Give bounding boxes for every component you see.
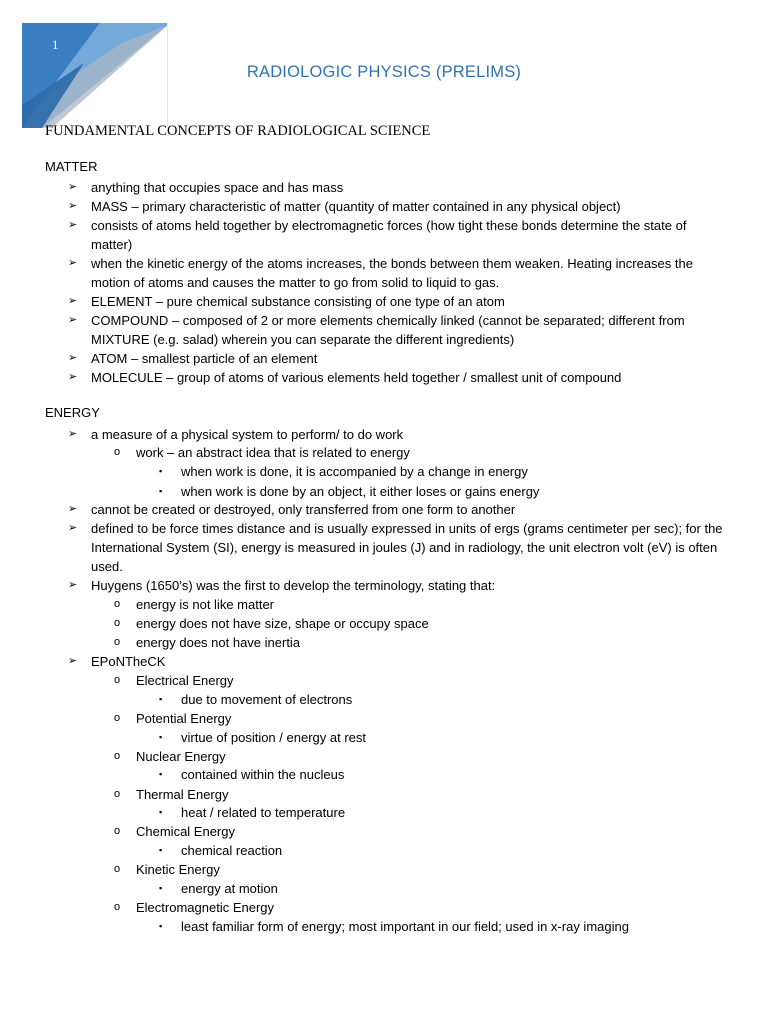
page-number: 1 xyxy=(52,37,59,52)
bullet-arrow-icon: ➢ xyxy=(68,295,78,307)
list-item: least familiar form of energy; most important in our field; used in x-ray imaging xyxy=(181,919,629,934)
bullet-circle-icon: o xyxy=(114,712,121,724)
bullet-arrow-icon: ➢ xyxy=(68,200,78,212)
bullet-square-icon: ▪ xyxy=(159,466,163,476)
list-item: MASS – primary characteristic of matter (quantity of matter contained in any physical object) xyxy=(91,199,621,214)
list-item: contained within the nucleus xyxy=(181,767,345,782)
bullet-arrow-icon: ➢ xyxy=(68,522,78,534)
bullet-circle-icon: o xyxy=(114,674,121,686)
bullet-square-icon: ▪ xyxy=(159,769,163,779)
bullet-arrow-icon: ➢ xyxy=(68,257,78,269)
bullet-arrow-icon: ➢ xyxy=(68,219,78,231)
list-item: anything that occupies space and has mass xyxy=(91,180,344,195)
list-item: Huygens (1650’s) was the first to develop the terminology, stating that: xyxy=(91,578,496,593)
section-title-matter: MATTER xyxy=(45,159,98,174)
list-item: Nuclear Energy xyxy=(136,749,226,764)
bullet-circle-icon: o xyxy=(114,788,121,800)
main-heading: FUNDAMENTAL CONCEPTS OF RADIOLOGICAL SCIENCE xyxy=(45,123,431,139)
list-item: Potential Energy xyxy=(136,711,232,726)
bullet-arrow-icon: ➢ xyxy=(68,655,78,667)
bullet-circle-icon: o xyxy=(114,750,121,762)
list-item: chemical reaction xyxy=(181,843,283,858)
list-item: Electrical Energy xyxy=(136,673,234,688)
list-item: energy does not have size, shape or occupy space xyxy=(136,616,429,631)
bullet-arrow-icon: ➢ xyxy=(68,428,78,440)
bullet-circle-icon: o xyxy=(114,636,121,648)
bullet-square-icon: ▪ xyxy=(159,883,163,893)
list-item: due to movement of electrons xyxy=(181,692,353,707)
list-item: energy at motion xyxy=(181,881,278,896)
list-item: virtue of position / energy at rest xyxy=(181,730,366,745)
bullet-circle-icon: o xyxy=(114,825,121,837)
list-item: heat / related to temperature xyxy=(181,805,346,820)
bullet-arrow-icon: ➢ xyxy=(68,371,78,383)
list-item: energy does not have inertia xyxy=(136,635,301,650)
list-item: a measure of a physical system to perform/ to do work xyxy=(91,427,404,442)
bullet-square-icon: ▪ xyxy=(159,694,163,704)
bullet-square-icon: ▪ xyxy=(159,921,163,931)
list-item: defined to be force times distance and is usually expressed in units of ergs (grams centimeter per sec); for the International System (SI), energy is measured in joules (J) and in radiology, the unit electron volt (eV) is often used. xyxy=(91,521,723,574)
list-item: Thermal Energy xyxy=(136,787,229,802)
bullet-square-icon: ▪ xyxy=(159,732,163,742)
bullet-arrow-icon: ➢ xyxy=(68,503,78,515)
list-item: when work is done by an object, it either loses or gains energy xyxy=(181,484,540,499)
list-item: ATOM – smallest particle of an element xyxy=(91,351,318,366)
list-item: when work is done, it is accompanied by a change in energy xyxy=(181,464,528,479)
list-item: work – an abstract idea that is related to energy xyxy=(136,445,410,460)
bullet-circle-icon: o xyxy=(114,901,121,913)
page-title: RADIOLOGIC PHYSICS (PRELIMS) xyxy=(246,63,522,81)
bullet-arrow-icon: ➢ xyxy=(68,314,78,326)
list-item: Chemical Energy xyxy=(136,824,235,839)
list-item: COMPOUND – composed of 2 or more elements chemically linked (cannot be separated; different from MIXTURE (e.g. salad) wherein you can separate the different ingredients) xyxy=(91,313,685,347)
bullet-circle-icon: o xyxy=(114,617,121,629)
bullet-square-icon: ▪ xyxy=(159,807,163,817)
bullet-square-icon: ▪ xyxy=(159,845,163,855)
list-item: consists of atoms held together by electromagnetic forces (how tight these bonds determine the state of matter) xyxy=(91,218,687,252)
list-item: MOLECULE – group of atoms of various elements held together / smallest unit of compound xyxy=(91,370,622,385)
list-item: Kinetic Energy xyxy=(136,862,220,877)
bullet-circle-icon: o xyxy=(114,446,121,458)
list-item: energy is not like matter xyxy=(136,597,275,612)
bullet-square-icon: ▪ xyxy=(159,486,163,496)
list-item: cannot be created or destroyed, only transferred from one form to another xyxy=(91,502,516,517)
bullet-arrow-icon: ➢ xyxy=(68,352,78,364)
list-item: Electromagnetic Energy xyxy=(136,900,275,915)
list-item: when the kinetic energy of the atoms increases, the bonds between them weaken. Heating increases the motion of atoms and causes the matter to go from solid to liquid to gas. xyxy=(91,256,693,290)
bullet-arrow-icon: ➢ xyxy=(68,181,78,193)
bullet-circle-icon: o xyxy=(114,863,121,875)
list-item: ELEMENT – pure chemical substance consisting of one type of an atom xyxy=(91,294,505,309)
bullet-arrow-icon: ➢ xyxy=(68,579,78,591)
list-item: EPoNTheCK xyxy=(91,654,166,669)
bullet-circle-icon: o xyxy=(114,598,121,610)
section-title-energy: ENERGY xyxy=(45,405,100,420)
